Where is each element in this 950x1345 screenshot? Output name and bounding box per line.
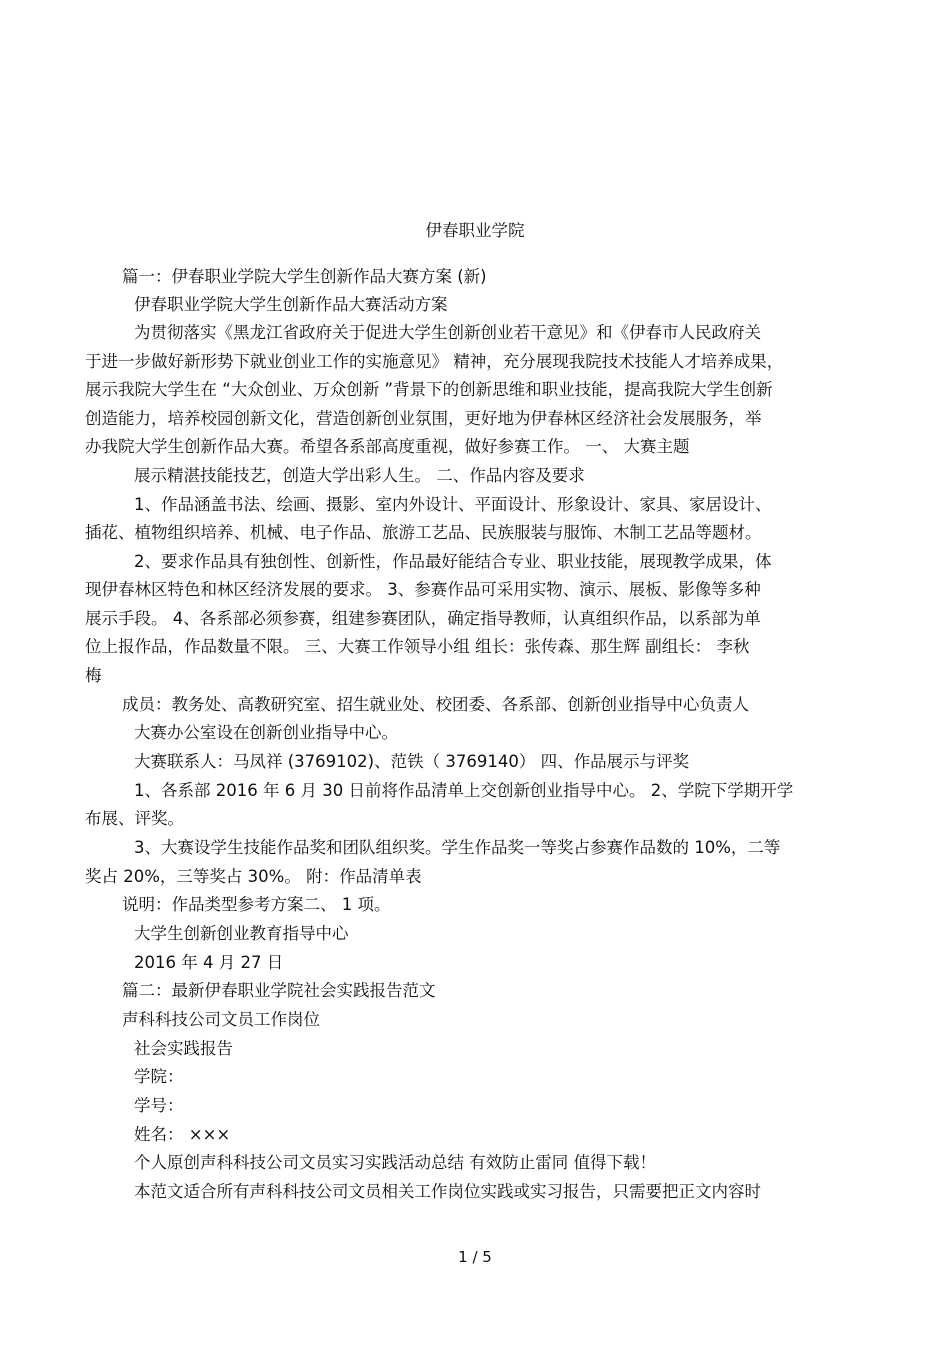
doc-line: 展示手段。 4、各系部必须参赛，组建参赛团队，确定指导教师，认真组织作品，以系部为单 bbox=[85, 609, 761, 628]
doc-line: 插花、植物组织培养、机械、电子作品、旅游工艺品、民族服装与服饰、木制工艺品等题材。 bbox=[85, 523, 762, 542]
doc-line: 大赛办公室设在创新创业指导中心。 bbox=[134, 723, 398, 742]
doc-line: 2016 年 4 月 27 日 bbox=[134, 953, 284, 972]
doc-line: 大学生创新创业教育指导中心 bbox=[134, 924, 349, 943]
page-number: 1 / 5 bbox=[458, 1248, 492, 1266]
doc-line: 大赛联系人：马凤祥 (3769102)、范铁（ 3769140） 四、作品展示与评奖 bbox=[134, 752, 690, 771]
doc-line: 梅 bbox=[85, 666, 102, 685]
doc-line: 声科科技公司文员工作岗位 bbox=[122, 1010, 320, 1029]
doc-line: 姓名： ××× bbox=[134, 1125, 231, 1144]
doc-line: 1、各系部 2016 年 6 月 30 日前将作品清单上交创新创业指导中心。 2、学院下学期开学 bbox=[134, 781, 794, 800]
doc-line: 展示精湛技能技艺，创造大学出彩人生。 二、作品内容及要求 bbox=[134, 466, 585, 485]
doc-line: 篇二：最新伊春职业学院社会实践报告范文 bbox=[122, 981, 436, 1000]
doc-line: 说明：作品类型参考方案二、 1 项。 bbox=[122, 895, 391, 914]
page-title: 伊春职业学院 bbox=[425, 221, 525, 240]
doc-line: 学院： bbox=[134, 1067, 184, 1086]
doc-line: 个人原创声科科技公司文员实习实践活动总结 有效防止雷同 值得下载！ bbox=[134, 1153, 656, 1172]
doc-line: 本范文适合所有声科科技公司文员相关工作岗位实践或实习报告，只需要把正文内容时 bbox=[134, 1182, 761, 1201]
doc-line: 创造能力，培养校园创新文化，营造创新创业氛围，更好地为伊春林区经济社会发展服务，举 bbox=[85, 409, 762, 428]
doc-line: 现伊春林区特色和林区经济发展的要求。 3、参赛作品可采用实物、演示、展板、影像等多种 bbox=[85, 580, 761, 599]
doc-line: 1、作品涵盖书法、绘画、摄影、室内外设计、平面设计、形象设计、家具、家居设计、 bbox=[134, 495, 772, 514]
doc-line: 篇一：伊春职业学院大学生创新作品大赛方案 (新) bbox=[122, 267, 487, 286]
doc-line: 成员：教务处、高教研究室、招生就业处、校团委、各系部、创新创业指导中心负责人 bbox=[122, 695, 749, 714]
doc-line: 学号： bbox=[134, 1096, 184, 1115]
doc-line: 办我院大学生创新作品大赛。希望各系部高度重视，做好参赛工作。 一、 大赛主题 bbox=[85, 437, 690, 456]
doc-line: 展示我院大学生在 “大众创业、万众创新 ”背景下的创新思维和职业技能，提高我院大学生创新 bbox=[85, 380, 773, 399]
doc-line: 为贯彻落实《黑龙江省政府关于促进大学生创新创业若干意见》和《伊春市人民政府关 bbox=[134, 323, 761, 342]
doc-line: 伊春职业学院大学生创新作品大赛活动方案 bbox=[134, 295, 448, 314]
doc-line: 于进一步做好新形势下就业创业工作的实施意见》 精神，充分展现我院技术技能人才培养成果， bbox=[85, 352, 784, 371]
doc-line: 奖占 20%，三等奖占 30%。 附：作品清单表 bbox=[85, 867, 422, 886]
doc-line: 位上报作品，作品数量不限。 三、大赛工作领导小组 组长：张传森、那生辉 副组长： 李秋 bbox=[85, 637, 750, 656]
doc-line: 2、要求作品具有独创性、创新性，作品最好能结合专业、职业技能，展现教学成果，体 bbox=[134, 552, 772, 571]
doc-line: 社会实践报告 bbox=[134, 1039, 233, 1058]
doc-line: 3、大赛设学生技能作品奖和团队组织奖。学生作品奖一等奖占参赛作品数的 10%，二等 bbox=[134, 838, 781, 857]
doc-line: 布展、评奖。 bbox=[85, 809, 184, 828]
